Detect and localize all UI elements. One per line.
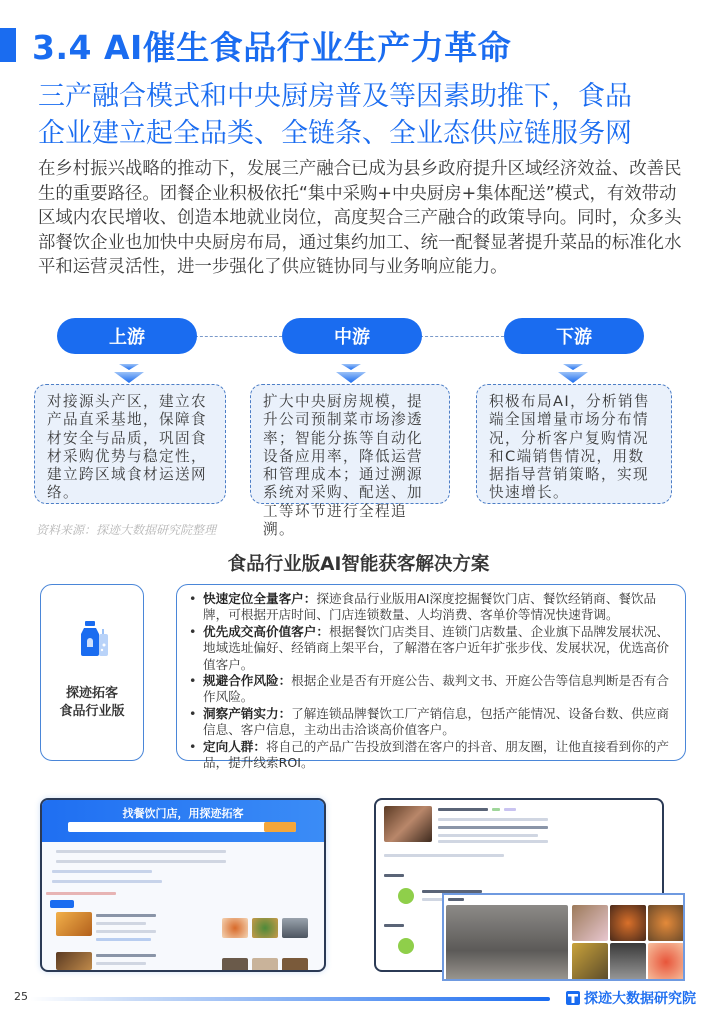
subtitle-line-2: 企业建立起全品类、全链条、全业态供应链服务网 [38, 118, 632, 149]
screenshot-tab-button [50, 900, 74, 908]
chevron-down-icon [334, 364, 368, 384]
stage-description-downstream: 积极布局AI，分析销售端全国增量市场分布情况，分析客户复购情况和C端销售情况，用数据指导营销策略，实现快速增长。 [476, 384, 672, 504]
screenshot-search-bar [68, 822, 296, 832]
screenshot-photo-gallery [442, 893, 685, 981]
connector-line [420, 336, 504, 337]
screenshot-search-page [40, 798, 326, 972]
feature-item: • 规避合作风险：根据企业是否有开庭公告、裁判文书、开庭公告等信息判断是否有合作风险。 [187, 673, 675, 706]
page-title: 3.4 AI催生食品行业生产力革命 [32, 28, 512, 67]
subtitle-line-1: 三产融合模式和中央厨房普及等因素助推下，食品 [38, 81, 632, 112]
page-number: 25 [14, 990, 28, 1003]
bottle-icon [77, 621, 113, 657]
product-name: 探迹拓客 食品行业版 [59, 686, 125, 719]
brand-name: 探迹大数据研究院 [584, 991, 696, 1007]
subtitle [38, 78, 698, 152]
connector-line [190, 336, 282, 337]
feature-item: • 定向人群：将自己的产品广告投放到潜在客户的抖音、朋友圈，让他直接看到你的产品，提升线索ROI。 [187, 739, 675, 772]
stage-pill-midstream: 中游 [282, 318, 422, 354]
screenshot-search-button [264, 822, 296, 832]
brand-logo-icon [566, 991, 580, 1005]
feature-item: • 快速定位全量客户：探迹食品行业版用AI深度挖掘餐饮门店、餐饮经销商、餐饮品牌，可根据开店时间、门店连锁数量、人均消费、客单价等情况快速背调。 [187, 591, 675, 624]
stage-description-upstream: 对接源头产区，建立农产品直采基地，保障食材安全与品质，巩固食材采购优势与稳定性，建立跨区域食材运送网络。 [34, 384, 226, 504]
stage-description-midstream: 扩大中央厨房规模，提升公司预制菜市场渗透率；智能分拣等自动化设备应用率，降低运营和管理成本；通过溯源系统对采购、配送、加工等环节进行全程追溯。 [250, 384, 450, 504]
product-card [40, 584, 144, 761]
source-note: 资料来源：探迹大数据研究院整理 [36, 523, 217, 537]
screenshot-banner: 找餐饮门店，用探迹拓客 [42, 800, 324, 842]
solution-title: 食品行业版AI智能获客解决方案 [227, 554, 490, 575]
title-accent-bar [0, 28, 16, 62]
chevron-down-icon [112, 364, 146, 384]
feature-item: • 洞察产销实力：了解连锁品牌餐饮工厂产销信息，包括产能情况、设备台数、供应商信息、客户信息，主动出击洽谈高价值客户。 [187, 706, 675, 739]
chevron-down-icon [556, 364, 590, 384]
footer-brand [566, 988, 696, 1008]
features-list [176, 584, 686, 771]
stage-pill-upstream: 上游 [57, 318, 197, 354]
feature-item: • 优先成交高价值客户：根据餐饮门店类目、连锁门店数量、企业旗下品牌发展状况、地域选址偏好、经销商上架平台，了解潜在客户近年扩张步伐、发展状况，优选高价值客户。 [187, 624, 675, 673]
intro-paragraph: 在乡村振兴战略的推动下，发展三产融合已成为县乡政府提升区域经济效益、改善民生的重要路径。团餐企业积极依托“集中采购+中央厨房+集体配送”模式，有效带动区域内农民增收、创造本地就业岗位，高度契合三产融合的政策导向。同时，众多头部餐饮企业也加快中央厨房布局，通过集约加工、统一配餐显著提升菜品的标准化水平和运营灵活性，进一步强化了供应链协同与业务响应能力。 [38, 159, 682, 277]
stage-pill-downstream: 下游 [504, 318, 644, 354]
footer-divider [30, 997, 550, 1001]
